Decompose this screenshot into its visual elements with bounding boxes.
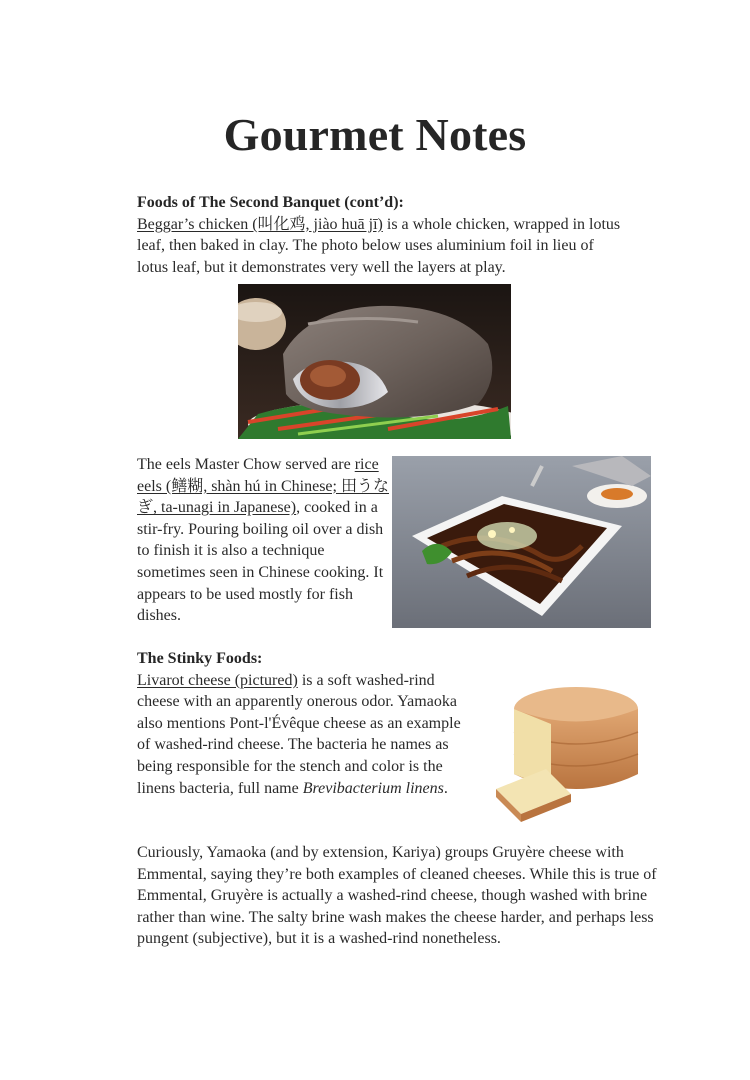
banquet-section <box>137 192 627 278</box>
livarot-cheese-photo <box>466 654 651 834</box>
chicken-paragraph <box>137 214 627 279</box>
eels-intro: The eels Master Chow served are <box>137 456 355 473</box>
beggars-chicken-link[interactable]: Beggar’s chicken (叫化鸡, jiào huā jī) <box>137 215 383 233</box>
page-title: Gourmet Notes <box>223 109 527 160</box>
chicken-description: is a whole chicken, wrapped in lotus leaf, then baked in clay. The photo below uses aluminium foil in lieu of lotus leaf, but it demonstrates very well the layers at play. <box>137 215 621 276</box>
period: . <box>443 779 448 797</box>
beggars-chicken-photo <box>238 284 511 439</box>
rice-eels-link[interactable]: rice eels (鳝糊, shàn hú in Chinese; 田うなぎ, ta-unagi in Japanese) <box>137 456 389 517</box>
stinky-heading: The Stinky Foods: <box>137 650 263 667</box>
bacteria-name: Brevibacterium linens <box>302 779 444 797</box>
livarot-paragraph <box>137 670 467 800</box>
rice-eels-photo <box>392 456 651 628</box>
banquet-heading: Foods of The Second Banquet (cont’d): <box>137 194 404 211</box>
eels-description: , cooked in a stir-fry. Pouring boiling oil over a dish to finish it is also a technique sometimes seen in Chinese cooking. It appears to be used mostly for fish dishes. <box>137 499 384 625</box>
stinky-section <box>137 648 467 799</box>
gruyere-paragraph: Curiously, Yamaoka (and by extension, Kariya) groups Gruyère cheese with Emmental, saying they’re both examples of cleaned cheeses. While this is true of Emmental, Gruyère is actually a washed-rind cheese, though washed with brine rather than wine. The salty brine wash makes the cheese harder, and perhaps less pungent (subjective), but it is a washed-rind nonetheless. <box>137 844 657 948</box>
livarot-cheese-link[interactable]: Livarot cheese (pictured) <box>137 671 298 689</box>
livarot-description: is a soft washed-rind cheese with an apparently onerous odor. Yamaoka also mentions Pont-l'Évêque cheese as an example of washed-rind cheese. The bacteria he names as being responsible for the stench and color is the linens bacteria, full name <box>137 671 461 797</box>
eels-paragraph <box>137 454 389 627</box>
